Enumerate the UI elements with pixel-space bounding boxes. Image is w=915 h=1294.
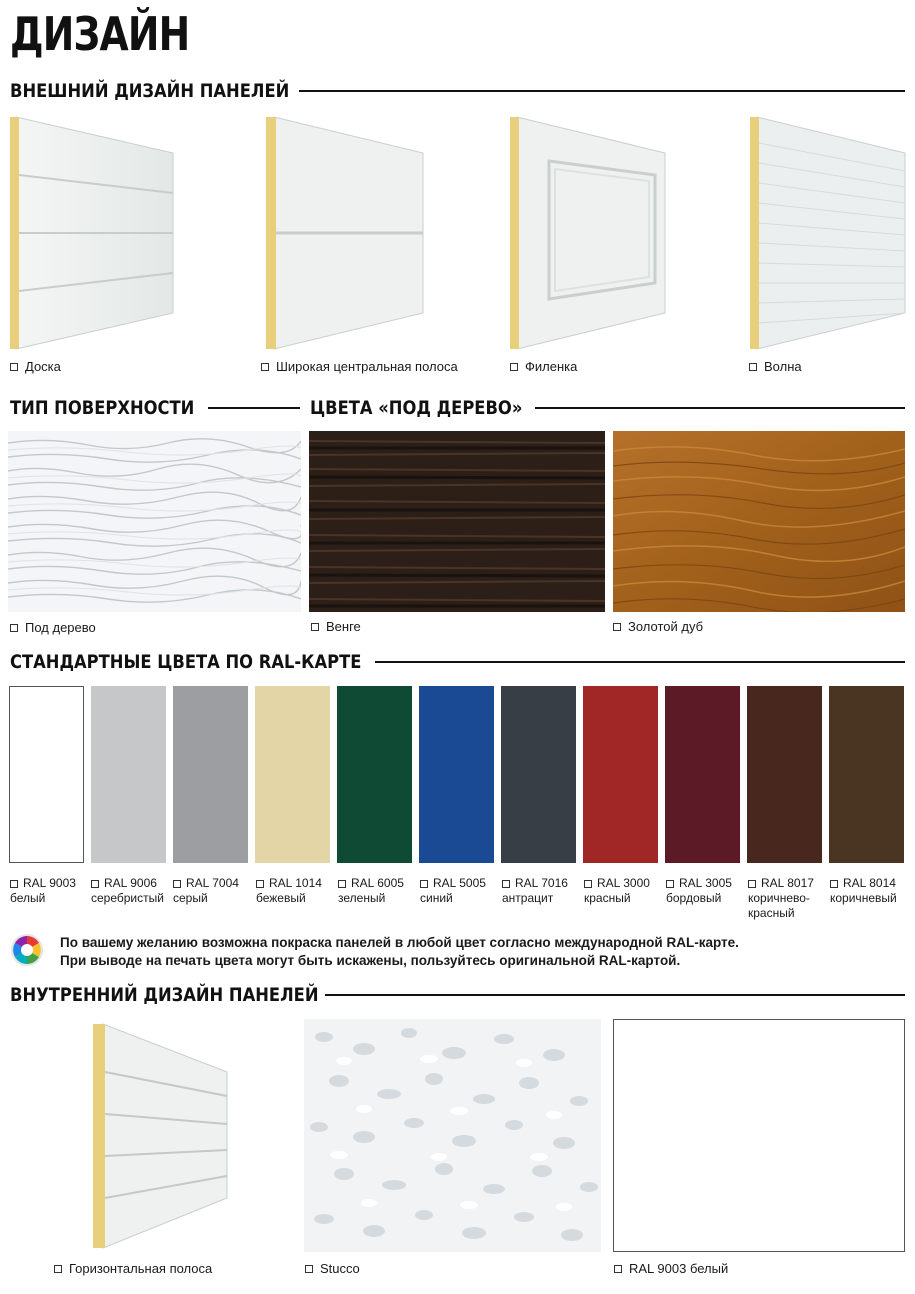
checkbox-icon[interactable] (261, 363, 269, 371)
caption-woodgrain[interactable]: Под дерево (10, 620, 96, 635)
wenge-texture-image (309, 431, 605, 612)
swatch-ral-5005[interactable] (419, 686, 494, 863)
stucco-texture-image (304, 1019, 601, 1252)
swatch-ral-7016[interactable] (501, 686, 576, 863)
section-wood-colors-heading (310, 396, 905, 420)
checkbox-icon[interactable] (338, 880, 346, 888)
divider (299, 90, 905, 92)
checkbox-icon[interactable] (256, 880, 264, 888)
checkbox-icon[interactable] (91, 880, 99, 888)
checkbox-icon[interactable] (54, 1265, 62, 1273)
ral-caption: RAL 7016 антрацит (502, 876, 568, 905)
section-title: ЦВЕТА «ПОД ДЕРЕВО» (310, 397, 523, 419)
panel-wide-center-stripe-image (258, 113, 428, 351)
checkbox-icon[interactable] (173, 880, 181, 888)
ral-caption: RAL 8017 коричнево- красный (748, 876, 814, 920)
color-wheel-icon (10, 933, 44, 967)
ral-caption: RAL 3000 красный (584, 876, 650, 905)
swatch-ral-8017[interactable] (747, 686, 822, 863)
caption-wenge[interactable]: Венге (311, 619, 361, 634)
section-surface-heading (10, 396, 300, 420)
swatch-ral-3005[interactable] (665, 686, 740, 863)
swatch-ral-3000[interactable] (583, 686, 658, 863)
divider (208, 407, 300, 409)
ral-note: По вашему желанию возможна покраска панелей в любой цвет согласно международной RAL-карте. При выводе на печать цвета могут быть искажены, пользуйтесь оригинальной RAL-картой. (60, 935, 739, 968)
panel-panelled-image (505, 113, 670, 351)
ral-caption: RAL 1014 бежевый (256, 876, 322, 905)
caption-horizontal-stripe[interactable]: Горизонтальная полоса (54, 1261, 212, 1276)
checkbox-icon[interactable] (311, 623, 319, 631)
section-title: ВНУТРЕННИЙ ДИЗАЙН ПАНЕЛЕЙ (10, 984, 319, 1006)
swatch-ral-9006[interactable] (91, 686, 166, 863)
divider (535, 407, 905, 409)
ral-caption: RAL 6005 зеленый (338, 876, 404, 905)
divider (375, 661, 905, 663)
swatch-ral-9003[interactable] (9, 686, 84, 863)
divider (325, 994, 905, 996)
panel-wave-image (745, 113, 910, 351)
caption-wave[interactable]: Волна (749, 359, 802, 374)
ral-caption: RAL 3005 бордовый (666, 876, 732, 905)
caption-panelled[interactable]: Филенка (510, 359, 577, 374)
checkbox-icon[interactable] (10, 624, 18, 632)
woodgrain-texture-image (8, 431, 301, 612)
checkbox-icon[interactable] (749, 363, 757, 371)
ral-caption: RAL 9006 серебристый (91, 876, 164, 905)
section-interior-heading (10, 983, 905, 1007)
section-title: ТИП ПОВЕРХНОСТИ (10, 397, 195, 419)
checkbox-icon[interactable] (420, 880, 428, 888)
checkbox-icon[interactable] (502, 880, 510, 888)
checkbox-icon[interactable] (510, 363, 518, 371)
checkbox-icon[interactable] (748, 880, 756, 888)
ral-caption: RAL 9003 белый (10, 876, 76, 905)
ral-caption: RAL 8014 коричневый (830, 876, 897, 905)
caption-stucco[interactable]: Stucco (305, 1261, 360, 1276)
checkbox-icon[interactable] (10, 363, 18, 371)
section-title: СТАНДАРТНЫЕ ЦВЕТА ПО RAL-КАРТЕ (10, 651, 362, 673)
caption-board[interactable]: Доска (10, 359, 61, 374)
checkbox-icon[interactable] (666, 880, 674, 888)
section-title: ВНЕШНИЙ ДИЗАЙН ПАНЕЛЕЙ (10, 80, 290, 102)
checkbox-icon[interactable] (613, 623, 621, 631)
ral-caption: RAL 7004 серый (173, 876, 239, 905)
interior-horizontal-stripe-image (85, 1020, 230, 1252)
interior-ral-9003-swatch (613, 1019, 905, 1252)
checkbox-icon[interactable] (584, 880, 592, 888)
panel-board-image (8, 113, 178, 351)
page-title: ДИЗАЙН (10, 7, 190, 61)
swatch-ral-1014[interactable] (255, 686, 330, 863)
checkbox-icon[interactable] (614, 1265, 622, 1273)
swatch-ral-7004[interactable] (173, 686, 248, 863)
ral-caption: RAL 5005 синий (420, 876, 486, 905)
swatch-ral-6005[interactable] (337, 686, 412, 863)
checkbox-icon[interactable] (305, 1265, 313, 1273)
caption-interior-ral-9003[interactable]: RAL 9003 белый (614, 1261, 728, 1276)
caption-wide-center-stripe[interactable]: Широкая центральная полоса (261, 359, 458, 374)
golden-oak-texture-image (613, 431, 905, 612)
section-exterior-heading (10, 79, 905, 103)
checkbox-icon[interactable] (830, 880, 838, 888)
checkbox-icon[interactable] (10, 880, 18, 888)
swatch-ral-8014[interactable] (829, 686, 904, 863)
caption-golden-oak[interactable]: Золотой дуб (613, 619, 703, 634)
section-standard-ral-heading (10, 650, 905, 674)
